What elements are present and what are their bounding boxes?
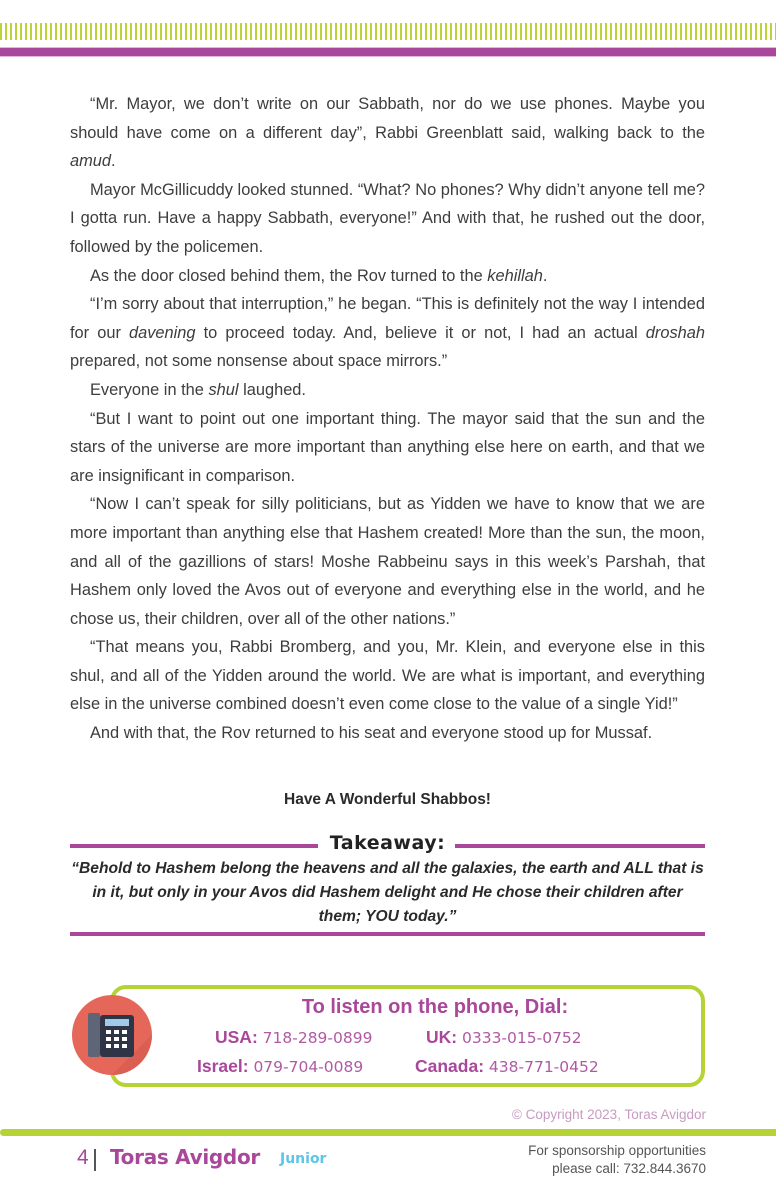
text-run: laughed. xyxy=(238,380,306,399)
sponsor-line-1: For sponsorship opportunities xyxy=(528,1143,706,1158)
text-run: And with that, the Rov returned to his seat and everyone stood up for Mussaf. xyxy=(90,724,653,743)
sign-off: Have A Wonderful Shabbos! xyxy=(284,791,491,808)
story-paragraph xyxy=(70,376,705,405)
text-run: prepared, not some nonsense about space mirrors.” xyxy=(70,352,448,371)
dial-entry-israel xyxy=(197,1056,363,1077)
page-separator xyxy=(94,1149,96,1171)
takeaway-rule-right xyxy=(455,844,705,848)
story-paragraph xyxy=(70,719,705,748)
text-run: “Now I can’t speak for silly politicians, but as Yidden we have to know that we are more important than anything else that Hashem created! More than the sun, the moon, and all of the gazillions of stars! Moshe Rabbeinu says in this week’s Parshah, that Hashem only loved the Avos out of everyone and everything else in the world, and he chose us, their children, over all of the other nations.” xyxy=(70,495,705,628)
dial-title: To listen on the phone, Dial: xyxy=(301,996,569,1018)
text-run: “Mr. Mayor, we don’t write on our Sabbath, nor do we use phones. Maybe you should have come on a different day”, Rabbi Greenblatt said, walking back to the xyxy=(70,95,705,142)
dial-entry-uk xyxy=(426,1027,582,1048)
dial-number[interactable]: 0333-015-0752 xyxy=(461,1029,582,1047)
text-run: . xyxy=(542,266,548,285)
story-paragraph xyxy=(70,633,705,719)
dial-number[interactable]: 438-771-0452 xyxy=(488,1058,599,1076)
dial-country: UK: xyxy=(426,1027,458,1047)
italic-term: droshah xyxy=(645,323,705,342)
story-body xyxy=(70,90,705,748)
story-paragraph xyxy=(70,262,705,291)
italic-term: davening xyxy=(129,323,196,342)
takeaway-rule-left xyxy=(70,844,318,848)
story-paragraph xyxy=(70,176,705,262)
dial-number[interactable]: 079-704-0089 xyxy=(253,1058,364,1076)
story-paragraph xyxy=(70,90,705,176)
page-number: 4 xyxy=(77,1146,89,1169)
text-run: “But I want to point out one important thing. The mayor said that the sun and the stars of the universe are more important than anything else here on earth, and that we are insignificant in comparison. xyxy=(70,409,705,485)
story-paragraph xyxy=(70,490,705,633)
sponsor-info xyxy=(528,1142,706,1178)
dial-number[interactable]: 718-289-0899 xyxy=(262,1029,373,1047)
text-run: Mayor McGillicuddy looked stunned. “What? No phones? Why didn’t anyone tell me? I gotta run. Have a happy Sabbath, everyone!” And with that, he rushed out the door, followed by the policemen. xyxy=(70,180,705,256)
takeaway-quote: “Behold to Hashem belong the heavens and all the galaxies, the earth and ALL that is in it, but only in your Avos did Hashem delight and He chose their children after them; YOU today.” xyxy=(71,860,704,925)
italic-term: kehillah xyxy=(487,266,543,285)
takeaway-bottom-rule xyxy=(70,932,705,936)
story-paragraph xyxy=(70,290,705,376)
desk-phone-icon xyxy=(72,995,152,1075)
takeaway-heading: Takeaway: xyxy=(329,832,446,854)
text-run: to proceed today. And, believe it or not, I had an actual xyxy=(195,323,646,342)
italic-term: shul xyxy=(208,380,239,399)
dial-entry-canada xyxy=(415,1056,599,1077)
copyright: © Copyright 2023, Toras Avigdor xyxy=(511,1107,706,1122)
text-run: Everyone in the xyxy=(90,380,209,399)
dial-country: USA: xyxy=(215,1027,258,1047)
dial-country: Canada: xyxy=(415,1056,485,1076)
italic-term: amud xyxy=(70,152,112,171)
text-run: “That means you, Rabbi Bromberg, and you, Mr. Klein, and everyone else in this shul, and all of the Yidden around the world. We are what is important, and everything else in the universe combined doesn’t even come close to the value of a single Yid!” xyxy=(70,638,705,714)
story-paragraph xyxy=(70,405,705,491)
dial-country: Israel: xyxy=(197,1056,249,1076)
brand-logo-main: Toras Avigdor xyxy=(110,1145,260,1169)
takeaway-header xyxy=(70,832,705,858)
header-purple-bar xyxy=(0,48,776,56)
header-stripe-decoration xyxy=(0,23,776,40)
text-run: . xyxy=(111,152,116,171)
dial-entry-usa xyxy=(215,1027,372,1048)
sponsor-line-2: please call: 732.844.3670 xyxy=(552,1161,706,1176)
text-run: As the door closed behind them, the Rov turned to the xyxy=(90,266,488,285)
text-run: “I’m sorry about that interruption,” he began. “This is definitely not the way I intended for our xyxy=(70,295,705,342)
brand-logo-sub: Junior xyxy=(280,1151,327,1167)
footer-lime-bar xyxy=(0,1129,776,1136)
